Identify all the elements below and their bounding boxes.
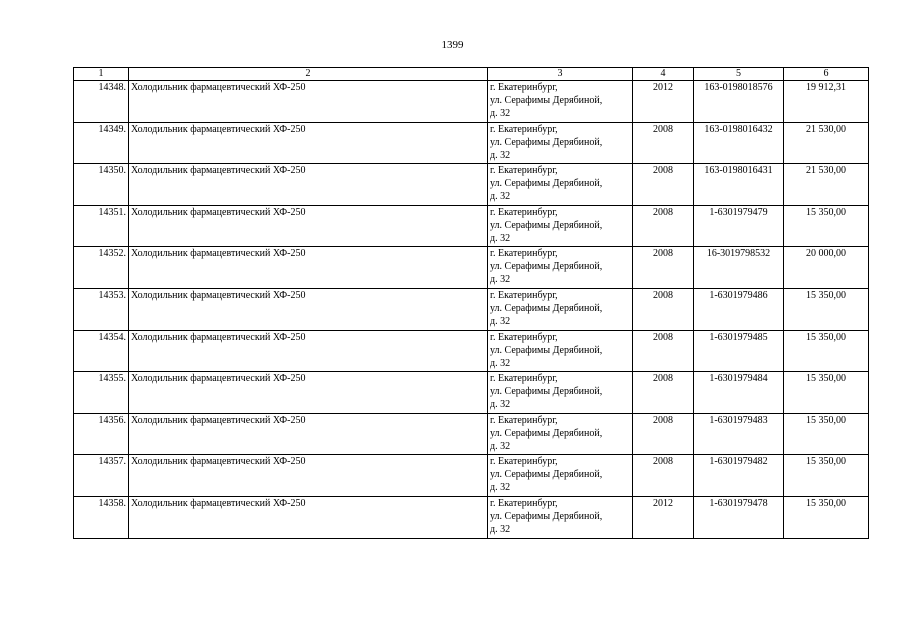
address-line: д. 32 bbox=[490, 149, 511, 161]
address-cell bbox=[488, 122, 633, 164]
item-name-cell: Холодильник фармацевтический ХФ-250 bbox=[129, 205, 488, 247]
cost-cell: 15 350,00 bbox=[784, 330, 869, 372]
inventory-number-cell: 1-6301979478 bbox=[694, 496, 784, 538]
table-row bbox=[74, 372, 869, 414]
address-line: ул. Серафимы Дерябиной, bbox=[490, 178, 603, 190]
address-line: г. Екатеринбург, bbox=[490, 123, 558, 135]
year-cell: 2012 bbox=[633, 496, 694, 538]
row-number-cell: 14350. bbox=[74, 164, 129, 206]
address-line: г. Екатеринбург, bbox=[490, 331, 558, 343]
table-body bbox=[74, 81, 869, 539]
item-name-cell: Холодильник фармацевтический ХФ-250 bbox=[129, 372, 488, 414]
table-row bbox=[74, 288, 869, 330]
column-header: 2 bbox=[129, 68, 488, 81]
cost-cell: 15 350,00 bbox=[784, 288, 869, 330]
inventory-number-cell: 1-6301979483 bbox=[694, 413, 784, 455]
cost-cell: 15 350,00 bbox=[784, 496, 869, 538]
cost-cell: 15 350,00 bbox=[784, 205, 869, 247]
row-number-cell: 14356. bbox=[74, 413, 129, 455]
address-cell bbox=[488, 455, 633, 497]
item-name-cell: Холодильник фармацевтический ХФ-250 bbox=[129, 247, 488, 289]
address-cell bbox=[488, 164, 633, 206]
address-cell bbox=[488, 496, 633, 538]
table-row bbox=[74, 164, 869, 206]
year-cell: 2008 bbox=[633, 247, 694, 289]
cost-cell: 15 350,00 bbox=[784, 372, 869, 414]
address-line: д. 32 bbox=[490, 232, 511, 244]
address-line: г. Екатеринбург, bbox=[490, 456, 558, 468]
column-header: 6 bbox=[784, 68, 869, 81]
row-number-cell: 14353. bbox=[74, 288, 129, 330]
address-line: г. Екатеринбург, bbox=[490, 373, 558, 385]
address-line: ул. Серафимы Дерябиной, bbox=[490, 510, 603, 522]
year-cell: 2008 bbox=[633, 205, 694, 247]
inventory-number-cell: 163-0198016432 bbox=[694, 122, 784, 164]
year-cell: 2008 bbox=[633, 455, 694, 497]
address-cell bbox=[488, 372, 633, 414]
address-cell bbox=[488, 247, 633, 289]
inventory-number-cell: 16-3019798532 bbox=[694, 247, 784, 289]
address-line: г. Екатеринбург, bbox=[490, 414, 558, 426]
address-line: д. 32 bbox=[490, 399, 511, 411]
address-line: ул. Серафимы Дерябиной, bbox=[490, 302, 603, 314]
year-cell: 2012 bbox=[633, 81, 694, 123]
table-row bbox=[74, 413, 869, 455]
inventory-number-cell: 1-6301979484 bbox=[694, 372, 784, 414]
address-line: г. Екатеринбург, bbox=[490, 289, 558, 301]
cost-cell: 15 350,00 bbox=[784, 413, 869, 455]
table-row bbox=[74, 247, 869, 289]
table-row bbox=[74, 81, 869, 123]
table-row bbox=[74, 330, 869, 372]
address-line: д. 32 bbox=[490, 315, 511, 327]
table-header bbox=[74, 68, 869, 81]
address-cell bbox=[488, 205, 633, 247]
address-line: г. Екатеринбург, bbox=[490, 497, 558, 509]
year-cell: 2008 bbox=[633, 413, 694, 455]
address-line: ул. Серафимы Дерябиной, bbox=[490, 219, 603, 231]
row-number-cell: 14352. bbox=[74, 247, 129, 289]
table-row bbox=[74, 455, 869, 497]
address-cell bbox=[488, 81, 633, 123]
row-number-cell: 14358. bbox=[74, 496, 129, 538]
inventory-number-cell: 1-6301979479 bbox=[694, 205, 784, 247]
address-cell bbox=[488, 288, 633, 330]
table-row bbox=[74, 496, 869, 538]
address-line: ул. Серафимы Дерябиной, bbox=[490, 136, 603, 148]
year-cell: 2008 bbox=[633, 164, 694, 206]
year-cell: 2008 bbox=[633, 330, 694, 372]
address-line: г. Екатеринбург, bbox=[490, 82, 558, 93]
cost-cell: 20 000,00 bbox=[784, 247, 869, 289]
address-line: д. 32 bbox=[490, 357, 511, 369]
page-number: 1399 bbox=[441, 39, 464, 51]
cost-cell: 19 912,31 bbox=[784, 81, 869, 123]
address-cell bbox=[488, 413, 633, 455]
address-line: ул. Серафимы Дерябиной, bbox=[490, 427, 603, 439]
inventory-number-cell: 163-0198016431 bbox=[694, 164, 784, 206]
item-name-cell: Холодильник фармацевтический ХФ-250 bbox=[129, 330, 488, 372]
table-row bbox=[74, 205, 869, 247]
address-line: д. 32 bbox=[490, 440, 511, 452]
cost-cell: 21 530,00 bbox=[784, 164, 869, 206]
year-cell: 2008 bbox=[633, 288, 694, 330]
item-name-cell: Холодильник фармацевтический ХФ-250 bbox=[129, 288, 488, 330]
address-line: г. Екатеринбург, bbox=[490, 248, 558, 260]
item-name-cell: Холодильник фармацевтический ХФ-250 bbox=[129, 81, 488, 123]
cost-cell: 15 350,00 bbox=[784, 455, 869, 497]
cost-cell: 21 530,00 bbox=[784, 122, 869, 164]
address-line: д. 32 bbox=[490, 274, 511, 286]
address-line: д. 32 bbox=[490, 108, 511, 119]
item-name-cell: Холодильник фармацевтический ХФ-250 bbox=[129, 122, 488, 164]
item-name-cell: Холодильник фармацевтический ХФ-250 bbox=[129, 496, 488, 538]
address-line: г. Екатеринбург, bbox=[490, 165, 558, 177]
year-cell: 2008 bbox=[633, 372, 694, 414]
address-line: ул. Серафимы Дерябиной, bbox=[490, 261, 603, 273]
address-line: д. 32 bbox=[490, 482, 511, 494]
item-name-cell: Холодильник фармацевтический ХФ-250 bbox=[129, 164, 488, 206]
inventory-number-cell: 1-6301979485 bbox=[694, 330, 784, 372]
column-header: 3 bbox=[488, 68, 633, 81]
row-number-cell: 14357. bbox=[74, 455, 129, 497]
address-line: ул. Серафимы Дерябиной, bbox=[490, 469, 603, 481]
year-cell: 2008 bbox=[633, 122, 694, 164]
address-line: д. 32 bbox=[490, 523, 511, 535]
address-line: ул. Серафимы Дерябиной, bbox=[490, 95, 603, 106]
inventory-number-cell: 163-0198018576 bbox=[694, 81, 784, 123]
address-line: ул. Серафимы Дерябиной, bbox=[490, 344, 603, 356]
row-number-cell: 14355. bbox=[74, 372, 129, 414]
item-name-cell: Холодильник фармацевтический ХФ-250 bbox=[129, 413, 488, 455]
row-number-cell: 14348. bbox=[74, 81, 129, 123]
inventory-number-cell: 1-6301979486 bbox=[694, 288, 784, 330]
table-row bbox=[74, 122, 869, 164]
property-table bbox=[73, 67, 869, 539]
row-number-cell: 14349. bbox=[74, 122, 129, 164]
item-name-cell: Холодильник фармацевтический ХФ-250 bbox=[129, 455, 488, 497]
row-number-cell: 14354. bbox=[74, 330, 129, 372]
inventory-number-cell: 1-6301979482 bbox=[694, 455, 784, 497]
column-header: 4 bbox=[633, 68, 694, 81]
address-line: д. 32 bbox=[490, 191, 511, 203]
address-cell bbox=[488, 330, 633, 372]
address-line: г. Екатеринбург, bbox=[490, 206, 558, 218]
column-header: 1 bbox=[74, 68, 129, 81]
address-line: ул. Серафимы Дерябиной, bbox=[490, 386, 603, 398]
column-header: 5 bbox=[694, 68, 784, 81]
row-number-cell: 14351. bbox=[74, 205, 129, 247]
column-number-row bbox=[74, 68, 869, 81]
